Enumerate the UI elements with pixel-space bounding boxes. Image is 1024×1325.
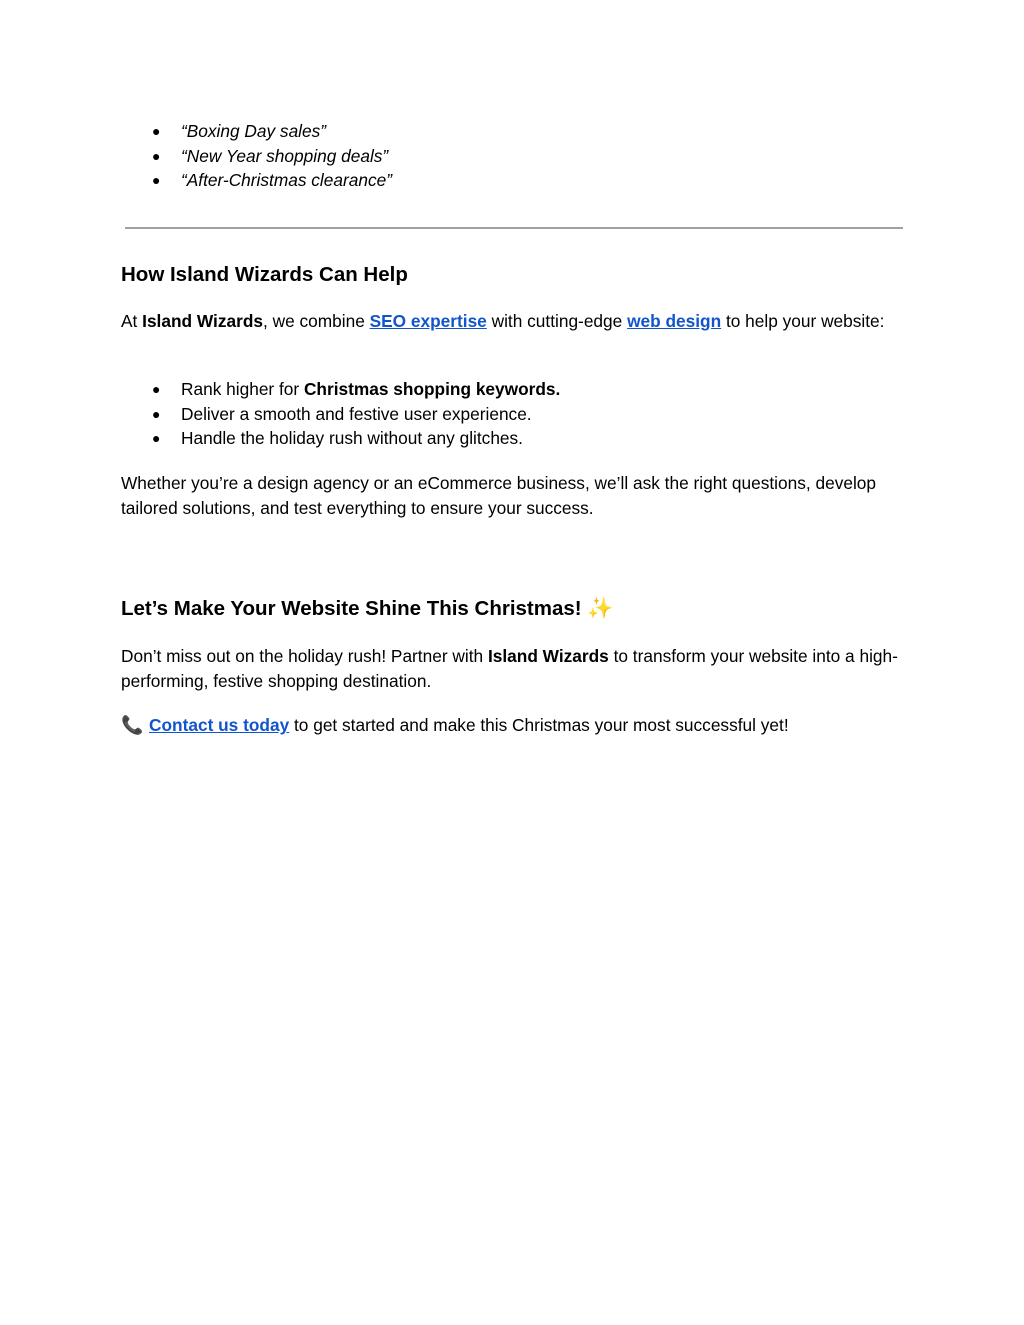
seo-expertise-link[interactable]: SEO expertise [369, 311, 487, 331]
contact-us-link[interactable]: Contact us today [149, 715, 290, 735]
list-item: ● Deliver a smooth and festive user experience. [121, 402, 560, 427]
list-item: ● “New Year shopping deals” [121, 144, 392, 169]
shine-paragraph: Don’t miss out on the holiday rush! Partner with Island Wizards to transform your website into a high-performing, festive shopping destination. [121, 646, 898, 691]
bullet-icon: ● [152, 430, 161, 446]
bullet-icon: ● [152, 405, 161, 422]
help-intro-paragraph: At Island Wizards, we combine SEO expertise with cutting-edge web design to help your website: [121, 311, 885, 331]
brand-name: Island Wizards [142, 311, 263, 331]
search-terms-list [121, 119, 392, 193]
bullet-icon: ● [152, 172, 161, 188]
section-heading-help: How Island Wizards Can Help [121, 263, 408, 286]
horizontal-divider [125, 227, 903, 229]
list-item: ● “Boxing Day sales” [121, 119, 392, 144]
list-item: ● “After-Christmas clearance” [121, 168, 392, 193]
section-heading-shine: Let’s Make Your Website Shine This Christmas! ✨ [121, 597, 614, 620]
sparkles-icon: ✨ [587, 597, 614, 620]
bullet-icon: ● [152, 123, 161, 139]
list-item: ● Handle the holiday rush without any glitches. [121, 426, 560, 451]
benefits-list [121, 377, 560, 451]
contact-paragraph: 📞 Contact us today to get started and make this Christmas your most successful yet! [121, 713, 903, 738]
brand-name: Island Wizards [487, 646, 609, 666]
web-design-link[interactable]: web design [627, 311, 722, 331]
bullet-icon: ● [152, 147, 161, 164]
bullet-icon: ● [152, 381, 161, 397]
list-item: ● Rank higher for Christmas shopping keywords. [121, 377, 560, 402]
help-closing-paragraph: Whether you’re a design agency or an eCommerce business, we’ll ask the right questions, develop tailored solutions, and test everything to ensure your success. [121, 473, 877, 518]
phone-icon: 📞 [121, 715, 144, 735]
